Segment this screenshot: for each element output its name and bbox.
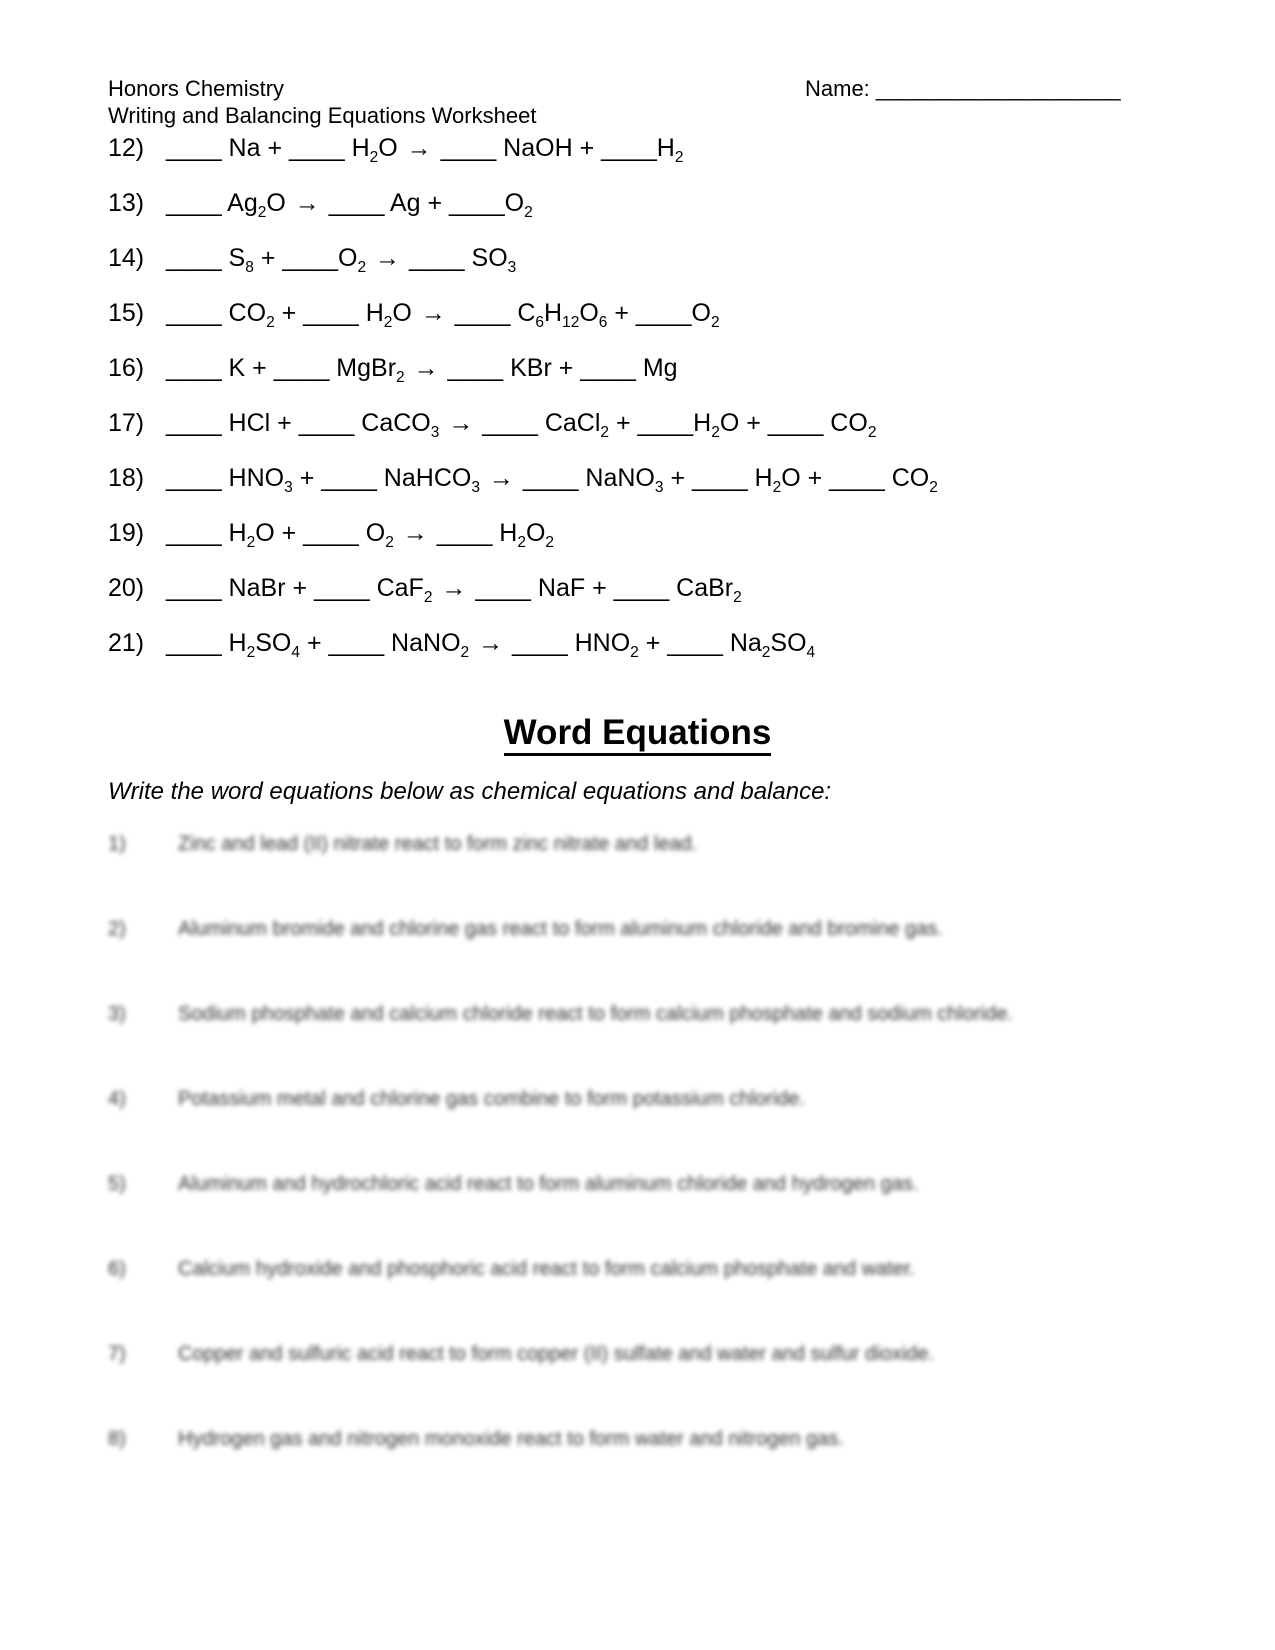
- equation-number: 14): [108, 244, 145, 272]
- item-text: Sodium phosphate and calcium chloride react to form calcium phosphate and sodium chloride.: [178, 1003, 1013, 1025]
- equation-number: 18): [108, 464, 145, 492]
- item-text: Zinc and lead (II) nitrate react to form zinc nitrate and lead.: [178, 833, 698, 855]
- equation-row: [108, 354, 1167, 386]
- word-equations-instruction: Write the word equations below as chemical equations and balance:: [108, 778, 832, 805]
- equation-text: ____ HCl + ____ CaCO$_3$ → ____ CaCl$_2$ + $\_\_\_\_H_2O$ + ____ $CO_2$: [166, 409, 877, 441]
- worksheet-title: Writing and Balancing Equations Worksheet: [108, 103, 537, 128]
- name-label: Name:: [805, 76, 870, 101]
- equation-text: ____ $Ag_2O$ → ____ $Ag + \_\_\_\_O_2$: [166, 189, 533, 221]
- equation-number: 20): [108, 574, 145, 602]
- word-equation-item: [108, 1340, 1167, 1368]
- equation-text: ____ $HNO_3$ + ____ NaHCO$_3$ → ____ NaNO$_3$ + ____ $H_2O$ + ____ $CO_2$: [166, 464, 938, 496]
- item-text: Calcium hydroxide and phosphoric acid react to form calcium phosphate and water.: [178, 1258, 916, 1280]
- item-text: Aluminum bromide and chlorine gas react to form aluminum chloride and bromine gas.: [178, 918, 943, 940]
- page-header: [108, 75, 1167, 129]
- word-equations-heading: [108, 713, 1167, 753]
- equation-row: [108, 519, 1167, 551]
- item-number: 3): [108, 1003, 126, 1025]
- equation-text: ____ $S_8$ + $\_\_\_\_O_2$ → ____ $SO_3$: [166, 244, 517, 276]
- balancing-equations-list: [108, 134, 1167, 661]
- item-number: 1): [108, 833, 126, 855]
- equation-number: 13): [108, 189, 145, 217]
- equation-text: ____ Na + ____ $H_2O$ → ____ NaOH + $\_\_\_\_H_2$: [166, 134, 684, 166]
- equation-number: 12): [108, 134, 145, 162]
- item-number: 5): [108, 1173, 126, 1195]
- equation-row: [108, 464, 1167, 496]
- word-equation-item: [108, 1000, 1167, 1028]
- item-text: Copper and sulfuric acid react to form copper (II) sulfate and water and sulfur dioxide.: [178, 1343, 934, 1365]
- equation-row: [108, 134, 1167, 166]
- word-equations-heading-text: Word Equations: [504, 713, 772, 756]
- word-equations-list: [108, 830, 1167, 1453]
- equation-row: [108, 299, 1167, 331]
- equation-number: 17): [108, 409, 145, 437]
- name-field: [805, 75, 1121, 102]
- equation-number: 15): [108, 299, 145, 327]
- equation-number: 19): [108, 519, 145, 547]
- word-equation-item: [108, 915, 1167, 943]
- equation-text: ____ $CO_2$ + ____ $H_2O$ → ____ $C_6H_{12}O_6$ + $\_\_\_\_O_2$: [166, 299, 720, 331]
- item-text: Aluminum and hydrochloric acid react to form aluminum chloride and hydrogen gas.: [178, 1173, 919, 1195]
- equation-number: 16): [108, 354, 145, 382]
- item-text: Hydrogen gas and nitrogen monoxide react to form water and nitrogen gas.: [178, 1428, 844, 1450]
- equation-row: [108, 244, 1167, 276]
- equation-row: [108, 574, 1167, 606]
- item-text: Potassium metal and chlorine gas combine to form potassium chloride.: [178, 1088, 805, 1110]
- item-number: 8): [108, 1428, 126, 1450]
- word-equation-item: [108, 1255, 1167, 1283]
- word-equation-item: [108, 1170, 1167, 1198]
- word-equation-item: [108, 1425, 1167, 1453]
- name-blank-line: ____________________: [875, 76, 1121, 101]
- equation-row: [108, 189, 1167, 221]
- equation-text: ____ $H_2O$ + ____ $O_2$ → ____ $H_2O_2$: [166, 519, 555, 551]
- course-title: Honors Chemistry: [108, 76, 285, 101]
- equation-number: 21): [108, 629, 145, 657]
- item-number: 7): [108, 1343, 126, 1365]
- equation-row: [108, 409, 1167, 441]
- word-equation-item: [108, 830, 1167, 858]
- equation-text: ____ NaBr + ____ CaF$_2$ → ____ NaF + ____ CaBr$_2$: [166, 574, 742, 606]
- item-number: 6): [108, 1258, 126, 1280]
- equation-text: ____ K + ____ MgBr$_2$ → ____ KBr + ____ Mg: [166, 354, 678, 386]
- equation-text: ____ $H_2SO_4$ + ____ NaNO$_2$ → ____ $HNO_2$ + ____ $Na_2SO_4$: [166, 629, 816, 661]
- item-number: 2): [108, 918, 126, 940]
- word-equation-item: [108, 1085, 1167, 1113]
- item-number: 4): [108, 1088, 126, 1110]
- equation-row: [108, 629, 1167, 661]
